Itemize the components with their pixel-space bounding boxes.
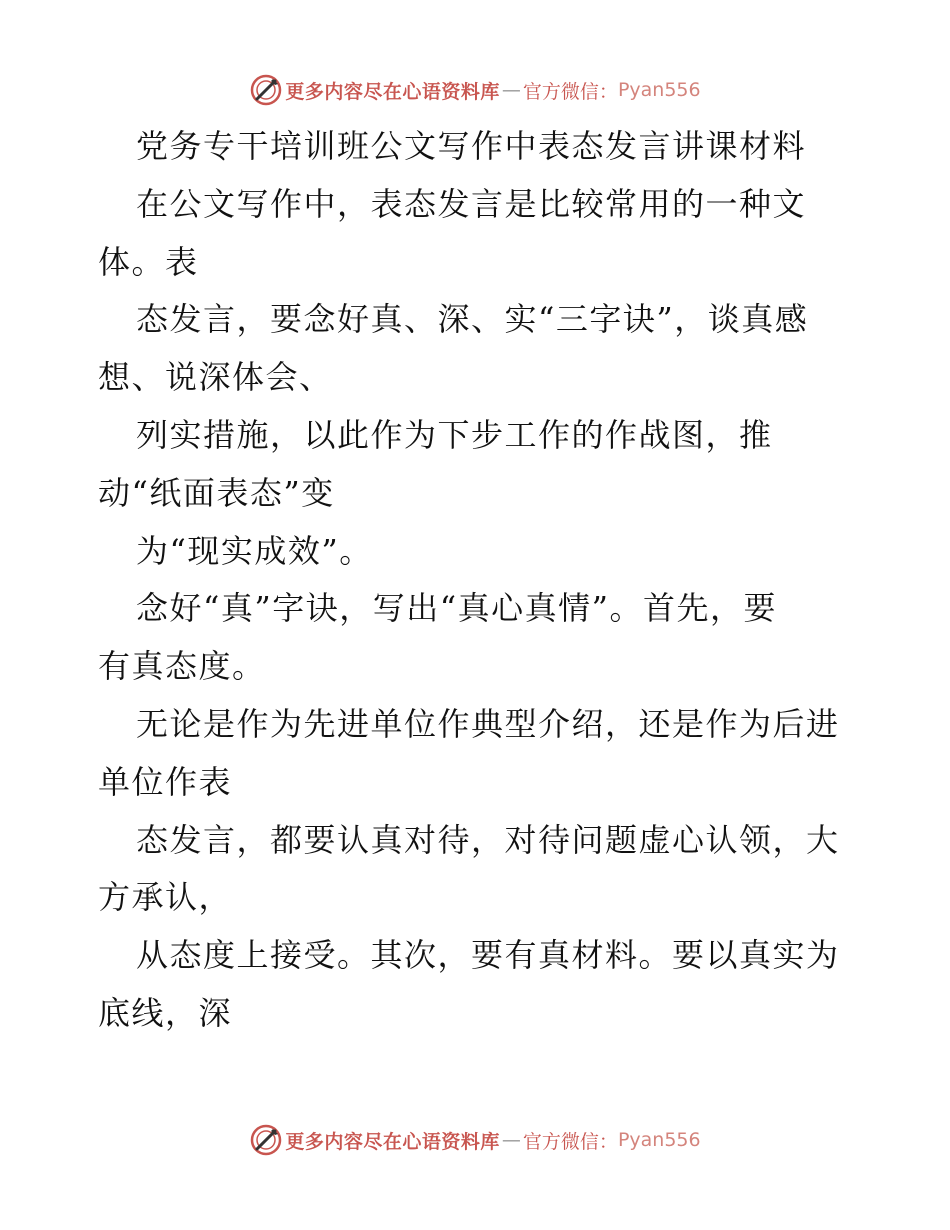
header-separator: — bbox=[501, 79, 521, 101]
text-line: 念好“真”字诀，写出“真心真情”。首先，要 bbox=[136, 589, 777, 628]
text-line: 体。表 bbox=[98, 242, 199, 281]
header-banner-text: 更多内容尽在心语资料库 bbox=[285, 80, 500, 103]
text-line: 从态度上接受。其次，要有真材料。要以真实为 bbox=[136, 936, 840, 975]
document-title: 党务专干培训班公文写作中表态发言讲课材料 bbox=[136, 127, 807, 165]
text-line: 无论是作为先进单位作典型介绍，还是作为后进 bbox=[136, 704, 840, 743]
text-line: 单位作表 bbox=[98, 762, 233, 801]
text-line: 底线，深 bbox=[98, 993, 233, 1032]
text-line: 方承认， bbox=[98, 878, 233, 917]
footer-wechat-label: 官方微信： bbox=[522, 1130, 618, 1153]
footer-wechat-id: Pyan556 bbox=[617, 1129, 701, 1151]
header-wechat-id: Pyan556 bbox=[617, 79, 701, 101]
text-line: 列实措施，以此作为下步工作的作战图，推 bbox=[136, 415, 773, 454]
text-line: 想、说深体会、 bbox=[98, 358, 333, 397]
brand-logo-icon bbox=[249, 1123, 283, 1157]
text-line: 动“纸面表态”变 bbox=[98, 473, 335, 512]
text-line: 为“现实成效”。 bbox=[136, 531, 373, 570]
brand-logo-icon bbox=[249, 73, 283, 107]
text-line: 有真态度。 bbox=[98, 647, 266, 686]
text-line: 态发言，要念好真、深、实“三字诀”，谈真感 bbox=[136, 300, 809, 339]
document-body bbox=[98, 118, 858, 1043]
footer-separator: — bbox=[501, 1129, 521, 1151]
header-wechat-label: 官方微信： bbox=[522, 80, 618, 103]
text-line: 在公文写作中，表态发言是比较常用的一种文 bbox=[136, 184, 807, 223]
footer-banner bbox=[0, 1120, 950, 1160]
footer-banner-text: 更多内容尽在心语资料库 bbox=[285, 1130, 500, 1153]
text-line: 态发言，都要认真对待，对待问题虚心认领，大 bbox=[136, 820, 840, 859]
header-banner bbox=[0, 70, 950, 110]
